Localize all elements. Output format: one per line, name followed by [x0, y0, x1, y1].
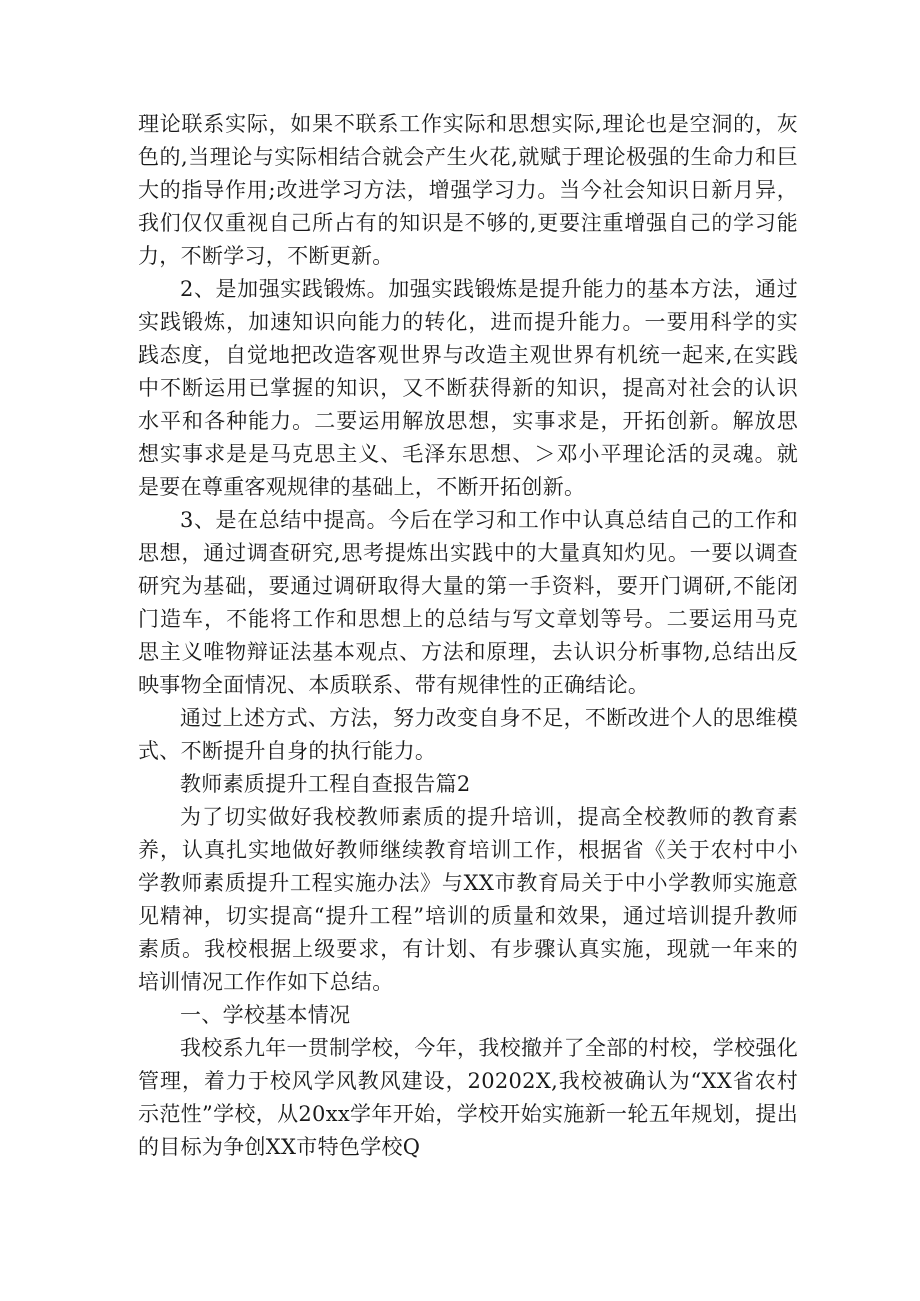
paragraph-practice: 2、是加强实践锻炼。加强实践锻炼是提升能力的基本方法，通过实践锻炼，加速知识向能力的转化，进而提升能力。一要用科学的实践态度，自觉地把改造客观世界与改造主观世界有机统一起来,在实践中不断运用已掌握的知识，又不断获得新的知识，提高对社会的认识水平和各种能力。二要运用解放思想，实事求是，开拓创新。解放思想实事求是是马克思主义、毛泽东思想、＞邓小平理论活的灵魂。就是要在尊重客观规律的基础上，不断开拓创新。 [138, 277, 798, 499]
paragraph-summary: 3、是在总结中提高。今后在学习和工作中认真总结自己的工作和思想，通过调查研究,思考提炼出实践中的大量真知灼见。一要以调查研究为基础，要通过调研取得大量的第一手资料，要开门调研,不能闭门造车，不能将工作和思想上的总结与写文章划等号。二要运用马克思主义唯物辩证法基本观点、方法和原理，去认识分析事物,总结出反映事物全面情况、本质联系、带有规律性的正确结论。 [138, 508, 798, 697]
section-title: 教师素质提升工程自查报告篇2 [180, 772, 471, 796]
subheading-basic-info: 一、学校基本情况 [180, 1003, 351, 1027]
paragraph-theory: 理论联系实际，如果不联系工作实际和思想实际,理论也是空洞的，灰色的,当理论与实际相结合就会产生火花,就赋于理论极强的生命力和巨大的指导作用;改进学习方法，增强学习力。当今社会知识日新月异，我们仅仅重视自己所占有的知识是不够的,更要注重增强自己的学习能力，不断学习，不断更新。 [138, 112, 798, 268]
paragraph-conclusion: 通过上述方式、方法，努力改变自身不足，不断改进个人的思维模式、不断提升自身的执行能力。 [138, 706, 798, 763]
document-page [138, 108, 798, 1164]
paragraph-intro: 为了切实做好我校教师素质的提升培训，提高全校教师的教育素养，认真扎实地做好教师继续教育培训工作，根据省《关于农村中小学教师素质提升工程实施办法》与XX市教育局关于中小学教师实施意见精神，切实提高“提升工程”培训的质量和效果，通过培训提升教师素质。我校根据上级要求，有计划、有步骤认真实施，现就一年来的培训情况工作作如下总结。 [138, 805, 798, 994]
paragraph-basic-info: 我校系九年一贯制学校，今年，我校撤并了全部的村校，学校强化管理，着力于校风学风教风建设，20202X,我校被确认为“XX省农村示范性”学校，从20xx学年开始，学校开始实施新一轮五年规划，提出的目标为争创XX市特色学校Q [138, 1036, 798, 1159]
